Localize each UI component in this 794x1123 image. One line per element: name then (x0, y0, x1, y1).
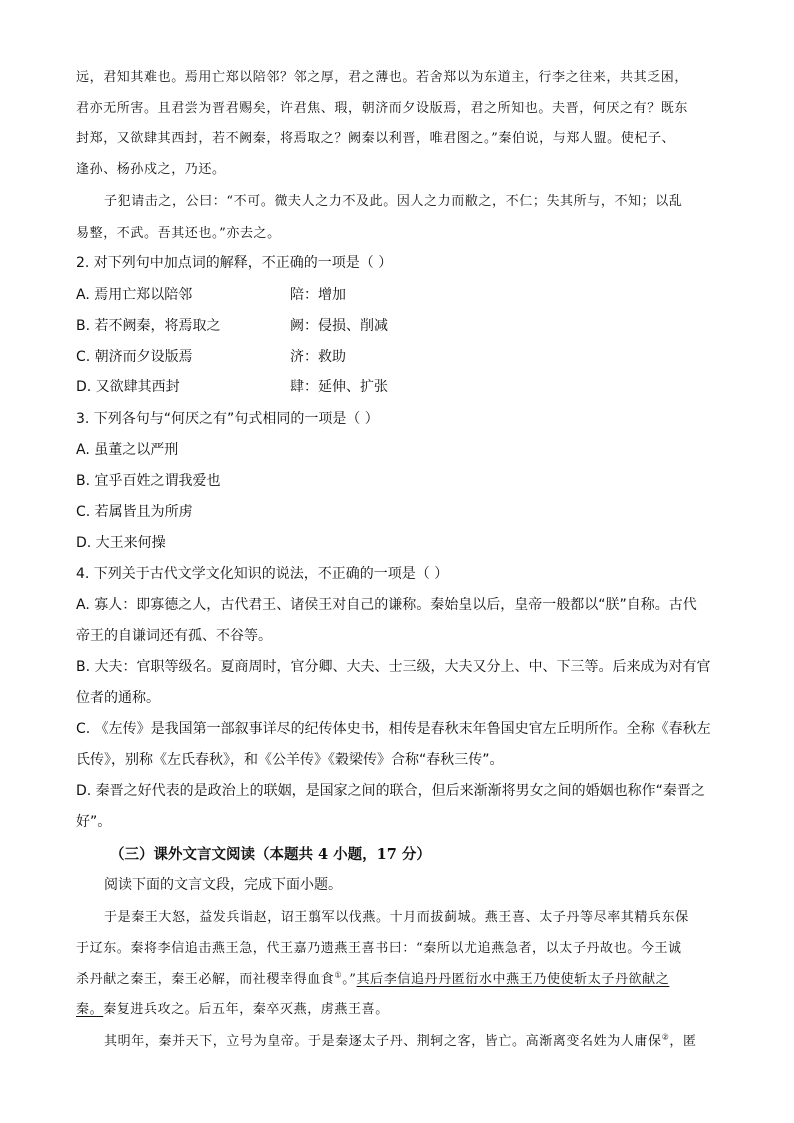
passage2-text: ，匿 (669, 1034, 697, 1049)
q2-option-a: A. 焉用亡郑以陪邻 (76, 287, 193, 303)
passage2-text: 秦复进兵攻之。后五年，秦卒灭燕，虏燕王喜。 (103, 1002, 389, 1017)
q2-option-b: B. 若不阙秦，将焉取之 (76, 318, 221, 334)
question-2-stem: 2. 对下列句中加点词的解释，不正确的一项是（ ） (76, 255, 393, 271)
q4-option-d: D. 秦晋之好代表的是政治上的联姻，是国家之间的联合，但后来渐渐将男女之间的婚姻也称作“秦晋之 (76, 783, 705, 799)
q3-option-b: B. 宜乎百姓之谓我爱也 (76, 473, 221, 489)
q2-option-c-gloss: 济：救助 (290, 349, 346, 365)
q2-option-b-gloss: 阙：侵损、削减 (290, 318, 388, 334)
q3-option-c: C. 若属皆且为所虏 (76, 504, 193, 520)
underlined-sentence-end: 秦。 (76, 1002, 104, 1017)
question-4-stem: 4. 下列关于古代文学文化知识的说法，不正确的一项是（ ） (76, 566, 449, 582)
passage2-line (104, 1030, 734, 1049)
q2-option-c: C. 朝济而夕设版焉 (76, 349, 193, 365)
section-3-title: （三）课外文言文阅读（本题共 4 小题，17 分） (110, 846, 431, 863)
q4-option-c: C. 《左传》是我国第一部叙事详尽的纪传体史书，相传是春秋末年鲁国史官左丘明所作。全称《春秋左 (76, 721, 711, 737)
passage1-line: 封郑，又欲肆其西封，若不阙秦，将焉取之？阙秦以利晋，唯君图之。”秦伯说，与郑人盟。使杞子、 (76, 131, 676, 146)
footnote-marker: ① (334, 970, 343, 980)
passage1-line: 逢孙、杨孙戍之，乃还。 (76, 162, 226, 177)
q3-option-a: A. 虽董之以严刑 (76, 442, 179, 458)
section-3-instruction: 阅读下面的文言文段，完成下面小题。 (104, 877, 342, 893)
underlined-sentence: 其后李信追丹丹匿衍水中燕王乃使使斩太子丹欲献之 (356, 972, 670, 987)
question-3-stem: 3. 下列各句与“何厌之有”句式相同的一项是（ ） (76, 411, 379, 427)
q4-option-a-cont: 帝王的自谦词还有孤、不谷等。 (76, 628, 272, 644)
passage1-line: 君亦无所害。且君尝为晋君赐矣，许君焦、瑕，朝济而夕设版焉，君之所知也。夫晋，何厌之有？既东 (76, 101, 689, 116)
passage2-line (76, 998, 734, 1017)
q2-option-d: D. 又欲肆其西封 (76, 379, 180, 395)
footnote-marker: ② (661, 1032, 670, 1042)
q4-option-b: B. 大夫：官职等级名。夏商周时，官分卿、大夫、士三级，大夫又分上、中、下三等。后来成为对有官 (76, 659, 711, 675)
passage2-text: 其明年，秦并天下，立号为皇帝。于是秦逐太子丹、荆轲之客，皆亡。高渐离变名姓为人庸保 (104, 1034, 662, 1049)
q4-option-a: A. 寡人：即寡德之人，古代君王、诸侯王对自己的谦称。秦始皇以后，皇帝一般都以“朕”自称。古代 (76, 597, 697, 613)
passage1-line: 子犯请击之，公曰：“不可。微夫人之力不及此。因人之力而敝之，不仁；失其所与，不知；以乱 (104, 194, 683, 209)
q4-option-d-cont: 好”。 (76, 814, 112, 830)
passage2-line (76, 968, 734, 987)
q3-option-d: D. 大王来何操 (76, 535, 166, 551)
q4-option-c-cont: 氏传》，别称《左氏春秋》，和《公羊传》《穀梁传》合称“春秋三传”。 (76, 752, 504, 768)
passage2-line: 于是秦王大怒，益发兵诣赵，诏王翦军以伐燕。十月而拔蓟城。燕王喜、太子丹等尽率其精兵东保 (104, 910, 689, 925)
passage2-line: 于辽东。秦将李信追击燕王急，代王嘉乃遗燕王喜书曰：“秦所以尤追燕急者，以太子丹故也。今王诚 (76, 941, 682, 956)
passage2-text: 杀丹献之秦王，秦王必解，而社稷幸得血食 (76, 972, 335, 987)
q4-option-b-cont: 位者的通称。 (76, 690, 160, 706)
passage1-line: 易整，不武。吾其还也。”亦去之。 (76, 226, 281, 241)
passage1-line: 远，君知其难也。焉用亡郑以陪邻？邻之厚，君之薄也。若舍郑以为东道主，行李之往来，共其乏困， (76, 70, 689, 85)
passage2-text: 。” (342, 972, 357, 987)
q2-option-a-gloss: 陪：增加 (290, 287, 346, 303)
q2-option-d-gloss: 肆：延伸、扩张 (290, 379, 388, 395)
